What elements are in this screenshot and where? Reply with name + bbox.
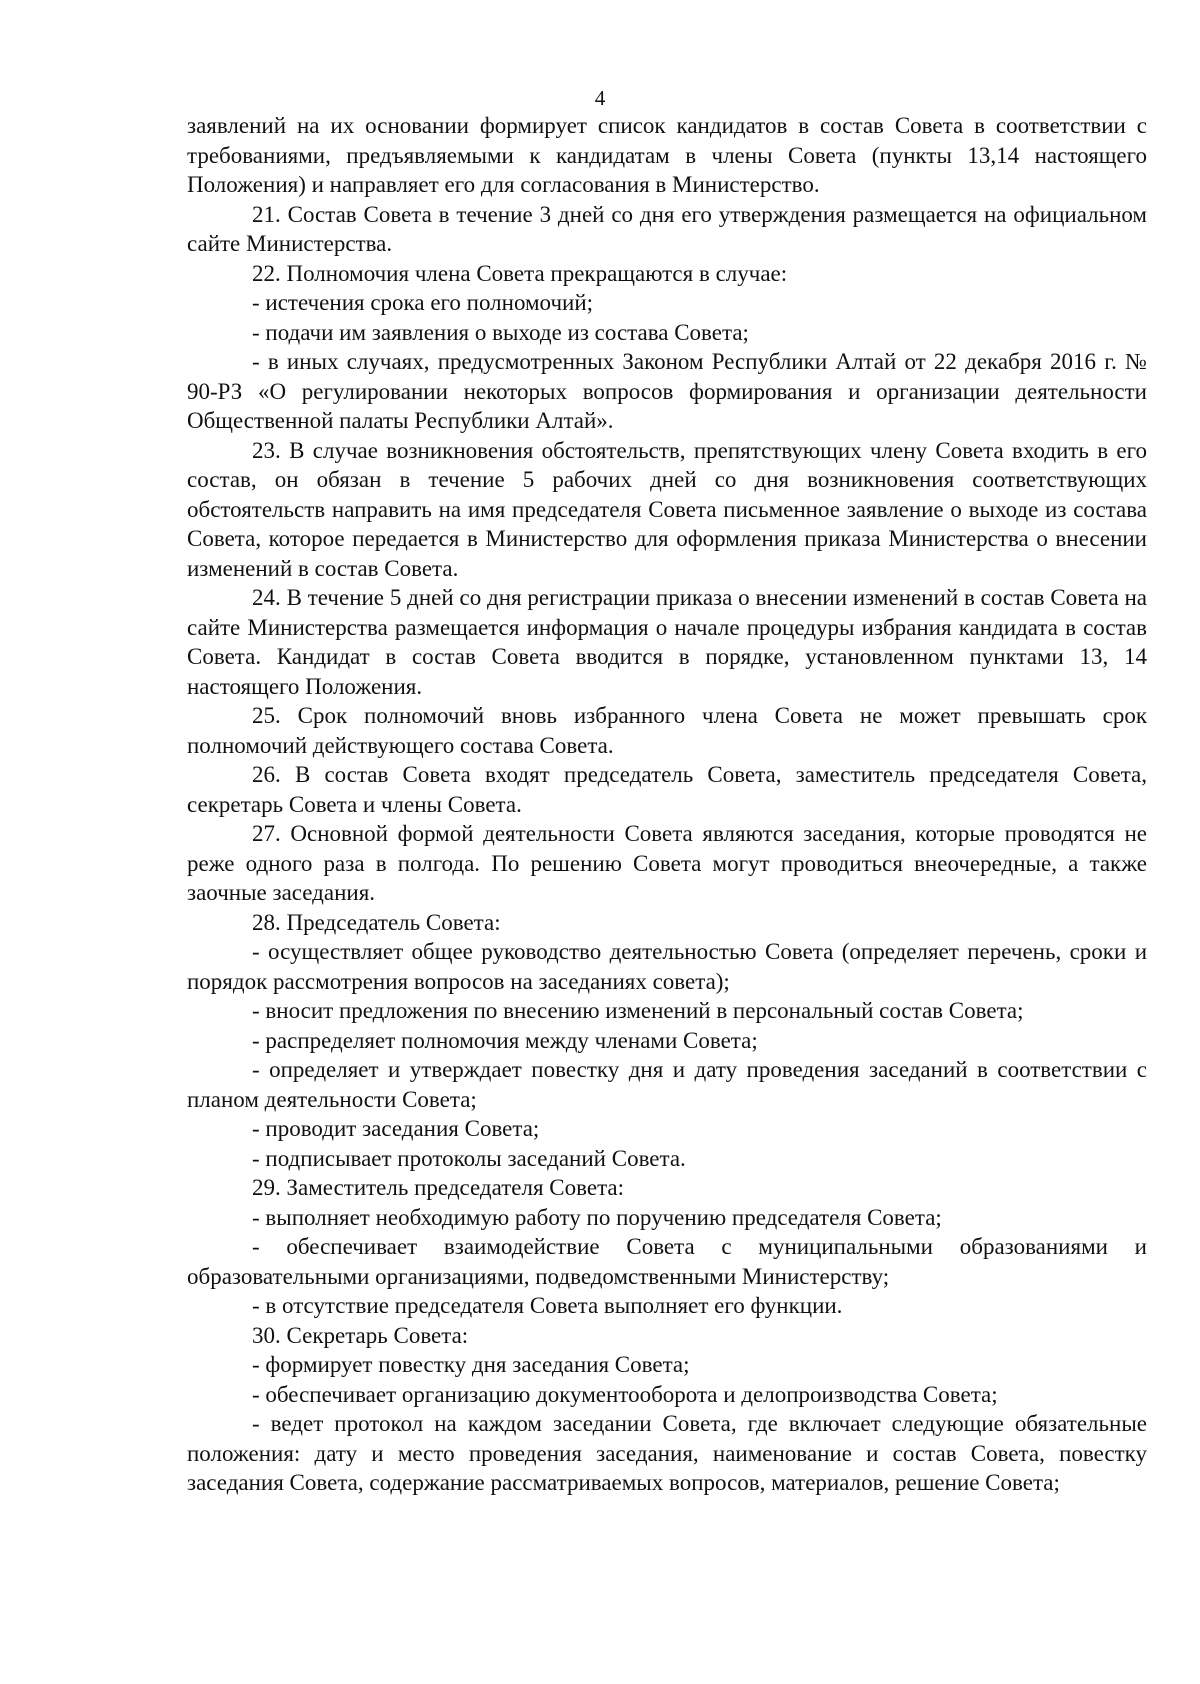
list-item: - в отсутствие председателя Совета выполняет его функции.	[252, 1293, 843, 1318]
list-item: - проводит заседания Совета;	[252, 1116, 540, 1141]
list-item: - обеспечивает организацию документооборота и делопроизводства Совета;	[252, 1381, 998, 1407]
list-item: - подписывает протоколы заседаний Совета.	[252, 1145, 686, 1171]
list-item: - подачи им заявления о выходе из состава Совета;	[252, 319, 749, 345]
list-item: - вносит предложения по внесению изменений в персональный состав Совета;	[252, 998, 1024, 1023]
paragraph-continuation: заявлений на их основании формирует список кандидатов в состав Совета в соответствии с требованиями, предъявляемыми к кандидатам в члены Совета (пункты 13,14 настоящего Положения) и направляет его для согласования в Министерство.	[187, 113, 1147, 197]
list-item: - распределяет полномочия между членами Совета;	[252, 1027, 758, 1053]
page-number: 4	[594, 86, 606, 110]
paragraph-28: 28. Председатель Совета:	[252, 909, 501, 935]
paragraph-25: 25. Срок полномочий вновь избранного члена Совета не может превышать срок полномочий действующего состава Совета.	[187, 703, 1147, 758]
paragraph-27: 27. Основной формой деятельности Совета являются заседания, которые проводятся не реже одного раза в полгода. По решению Совета могут проводиться внеочередные, а также заочные заседания.	[187, 821, 1147, 905]
paragraph-22: 22. Полномочия члена Совета прекращаются в случае:	[252, 260, 788, 286]
list-item: - осуществляет общее руководство деятельностью Совета (определяет перечень, сроки и порядок рассмотрения вопросов на заседаниях совета);	[187, 939, 1147, 994]
paragraph-26: 26. В состав Совета входят председатель Совета, заместитель председателя Совета, секретарь Совета и члены Совета.	[187, 762, 1147, 817]
list-item: - истечения срока его полномочий;	[252, 290, 594, 315]
list-item: - формирует повестку дня заседания Совета;	[252, 1352, 690, 1377]
list-item: - определяет и утверждает повестку дня и дату проведения заседаний в соответствии с планом деятельности Совета;	[187, 1057, 1147, 1112]
paragraph-21: 21. Состав Совета в течение 3 дней со дня его утверждения размещается на официальном сайте Министерства.	[187, 201, 1147, 256]
paragraph-30: 30. Секретарь Совета:	[252, 1322, 469, 1348]
paragraph-29: 29. Заместитель председателя Совета:	[252, 1175, 625, 1200]
list-item: - ведет протокол на каждом заседании Совета, где включает следующие обязательные положения: дату и место проведения заседания, наименование и состав Совета, повестку заседания Совета, содержание рассматриваемых вопросов, материалов, решение Совета;	[187, 1411, 1147, 1495]
paragraph-23: 23. В случае возникновения обстоятельств, препятствующих члену Совета входить в его состав, он обязан в течение 5 рабочих дней со дня возникновения соответствующих обстоятельств направить на имя председателя Совета письменное заявление о выходе из состава Совета, которое передается в Министерство для оформления приказа Министерства о внесении изменений в состав Совета.	[187, 437, 1147, 581]
list-item: - выполняет необходимую работу по поручению председателя Совета;	[252, 1204, 942, 1230]
paragraph-24: 24. В течение 5 дней со дня регистрации приказа о внесении изменений в состав Совета на сайте Министерства размещается информация о начале процедуры избрания кандидата в состав Совета. Кандидат в состав Совета вводится в порядке, установленном пунктами 13, 14 настоящего Положения.	[187, 585, 1147, 699]
document-body	[187, 111, 1147, 1498]
list-item: - в иных случаях, предусмотренных Законом Республики Алтай от 22 декабря 2016 г. № 90-РЗ «О регулировании некоторых вопросов формирования и организации деятельности Общественной палаты Республики Алтай».	[187, 349, 1147, 433]
list-item: - обеспечивает взаимодействие Совета с муниципальными образованиями и образовательными организациями, подведомственными Министерству;	[187, 1234, 1147, 1289]
